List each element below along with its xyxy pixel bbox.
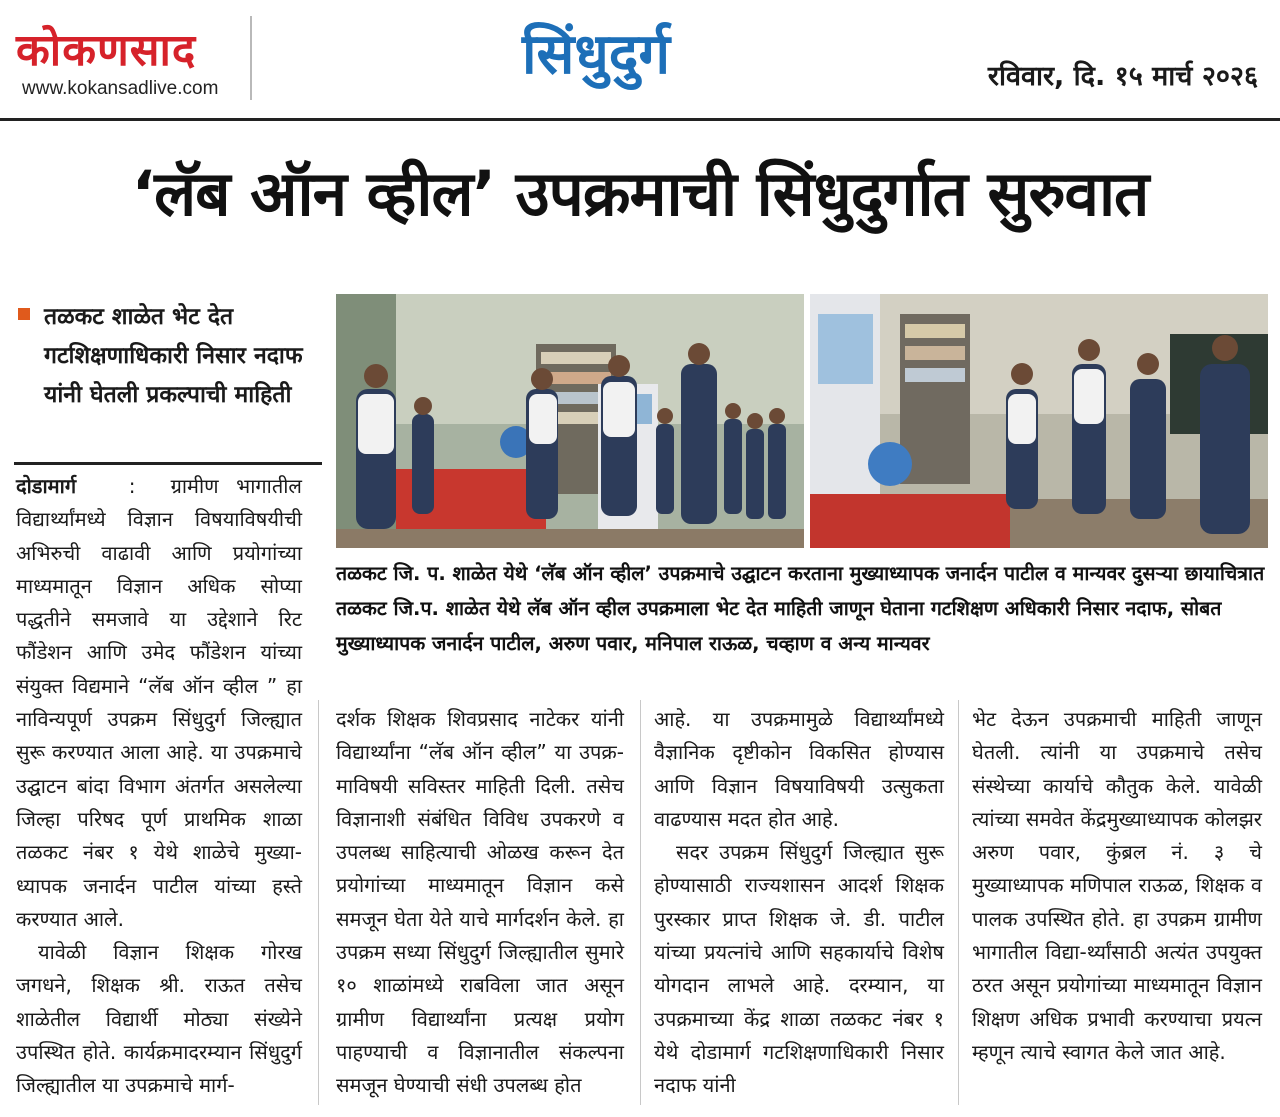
column-separator: [318, 700, 319, 1105]
issue-date: रविवार, दि. १५ मार्च २०२६: [987, 61, 1258, 92]
article-paragraph: दोडामार्ग : ग्रामीण भागातील विद्यार्थ्यांमध्ये विज्ञान विषयाविषयीची अभिरुची वाढावी आणि प्रयोगांच्या माध्यमातून विज्ञान अधिक सोप्या पद्धतीने समजावे या उद्देशाने रिट फौंडेशन आणि उमेद फौंडेशन यांच्या संयुक्त विद्यमाने “लॅब ऑन व्हील ” हा नाविन्यपूर्ण उपक्रम सिंधुदुर्ग जिल्ह्यात सुरू करण्यात आला आहे. या उपक्रमाचे उद्घाटन बांदा विभाग अंतर्गत असलेल्या जिल्हा परिषद पूर्ण प्राथमिक शाळा तळकट नंबर १ येथे शाळेचे मुख्या-ध्यापक जनार्दन पाटील यांच्या हस्ते करण्यात आले.: [16, 474, 302, 931]
column-separator: [640, 700, 641, 1105]
masthead-divider: [250, 16, 252, 100]
subheadline-rule: [14, 462, 322, 465]
bullet-icon: [18, 308, 30, 320]
article-paragraph: सदर उपक्रम सिंधुदुर्ग जिल्ह्यात सुरू होण्यासाठी राज्यशासन आदर्श शिक्षक पुरस्कार प्राप्त शिक्षक जे. डी. पाटील यांच्या प्रयत्नांचे आणि सहकार्याचे विशेष योगदान लाभले आहे. दरम्यान, या उपक्रमाच्या केंद्र शाळा तळकट नंबर १ येथे दोडामार्ग गटशिक्षणाधिकारी निसार नदाफ यांनी: [654, 840, 944, 1098]
article-paragraph: भेट देऊन उपक्रमाची माहिती जाणून घेतली. त्यांनी या उपक्रमाचे तसेच संस्थेच्या कार्याचे कौतुक केले. यावेळी त्यांच्या समवेत केंद्रमुख्याध्यापक कोलझर अरुण पवार, कुंब्रल नं. ३ चे मुख्याध्यापक मणिपाल राऊळ, शिक्षक व पालक उपस्थित होते. हा उपक्रम ग्रामीण भागातील विद्या-र्थ्यांसाठी अत्यंत उपयुक्त ठरत असून प्रयोगांच्या माध्यमातून विज्ञान शिक्षण अधिक प्रभावी करण्याचा प्रयत्न म्हणून त्याचे स्वागत केले जात आहे.: [972, 707, 1262, 1064]
newspaper-logo: कोकणसाद: [16, 25, 197, 76]
paragraph-text: ग्रामीण भागातील विद्यार्थ्यांमध्ये विज्ञान विषयाविषयीची अभिरुची वाढावी आणि प्रयोगांच्या माध्यमातून विज्ञान अधिक सोप्या पद्धतीने समजावे या उद्देशाने रिट फौंडेशन आणि उमेद फौंडेशन यांच्या संयुक्त विद्यमाने “लॅब ऑन व्हील ” हा नाविन्यपूर्ण उपक्रम सिंधुदुर्ग जिल्ह्यात सुरू करण्यात आला आहे. या उपक्रमाचे उद्घाटन बांदा विभाग अंतर्गत असलेल्या जिल्हा परिषद पूर्ण प्राथमिक शाळा तळकट नंबर १ येथे शाळेचे मुख्या-ध्यापक जनार्दन पाटील यांच्या हस्ते करण्यात आले.: [16, 474, 302, 931]
photo-officer-visit: [810, 294, 1268, 548]
article-headline: ‘लॅब ऑन व्हील’ उपक्रमाची सिंधुदुर्गात सुरुवात: [131, 157, 1149, 230]
photo-caption: तळकट जि. प. शाळेत येथे ‘लॅब ऑन व्हील’ उपक्रमाचे उद्घाटन करताना मुख्याध्यापक जनार्दन पाटील व मान्यवर दुसऱ्या छायाचित्रात तळकट जि.प. शाळेत येथे लॅब ऑन व्हील उपक्रमाला भेट देत माहिती जाणून घेताना गटशिक्षण अधिकारी निसार नदाफ, सोबत मुख्याध्यापक जनार्दन पाटील, अरुण पवार, मनिपाल राऊळ, चव्हाण व अन्य मान्यवर: [336, 562, 1265, 655]
subheadline-box: [14, 298, 322, 458]
photo-inauguration: [336, 294, 804, 548]
masthead-rule: [0, 118, 1280, 121]
article-paragraph: यावेळी विज्ञान शिक्षक गोरख जगधने, शिक्षक श्री. राऊत तसेच शाळेतील विद्यार्थी मोठ्या संख्येने उपस्थित होते. कार्यक्रमादरम्यान सिंधुदुर्ग जिल्ह्यातील या उपक्रमाचे मार्ग-: [16, 940, 302, 1098]
article-paragraph: आहे. या उपक्रमामुळे विद्यार्थ्यांमध्ये वैज्ञानिक दृष्टीकोन विकसित होण्यास आणि विज्ञान विषयाविषयी उत्सुकता वाढण्यास मदत होत आहे.: [654, 707, 944, 831]
website-url[interactable]: www.kokansadlive.com: [22, 78, 219, 99]
article-column-2: [336, 703, 624, 1103]
edition-title: सिंधुदुर्ग: [522, 22, 671, 87]
column-separator: [958, 700, 959, 1105]
article-paragraph: दर्शक शिक्षक शिवप्रसाद नाटेकर यांनी विद्यार्थ्यांना “लॅब ऑन व्हील” या उपक्र-माविषयी सविस्तर माहिती दिली. तसेच विज्ञानाशी संबंधित विविध उपकरणे व उपलब्ध साहित्याची ओळख करून देत प्रयोगांच्या माध्यमातून विज्ञान कसे समजून घेता येते याचे मार्गदर्शन केले. हा उपक्रम सध्या सिंधुदुर्ग जिल्ह्यातील सुमारे १० शाळांमध्ये राबविला जात असून ग्रामीण विद्यार्थ्यांना प्रत्यक्ष प्रयोग पाहण्याची व विज्ञानातील संकल्पना समजून घेण्याची संधी उपलब्ध होत: [336, 707, 624, 1098]
dateline: दोडामार्ग: [16, 474, 77, 498]
masthead: [0, 0, 1280, 120]
article-column-3: [654, 703, 944, 1103]
article-column-1: [16, 470, 302, 1103]
article-subheadline: तळकट शाळेत भेट देत गटशिक्षणाधिकारी निसार नदाफ यांनी घेतली प्रकल्पाची माहिती: [44, 304, 303, 408]
article-column-4: [972, 703, 1262, 1069]
